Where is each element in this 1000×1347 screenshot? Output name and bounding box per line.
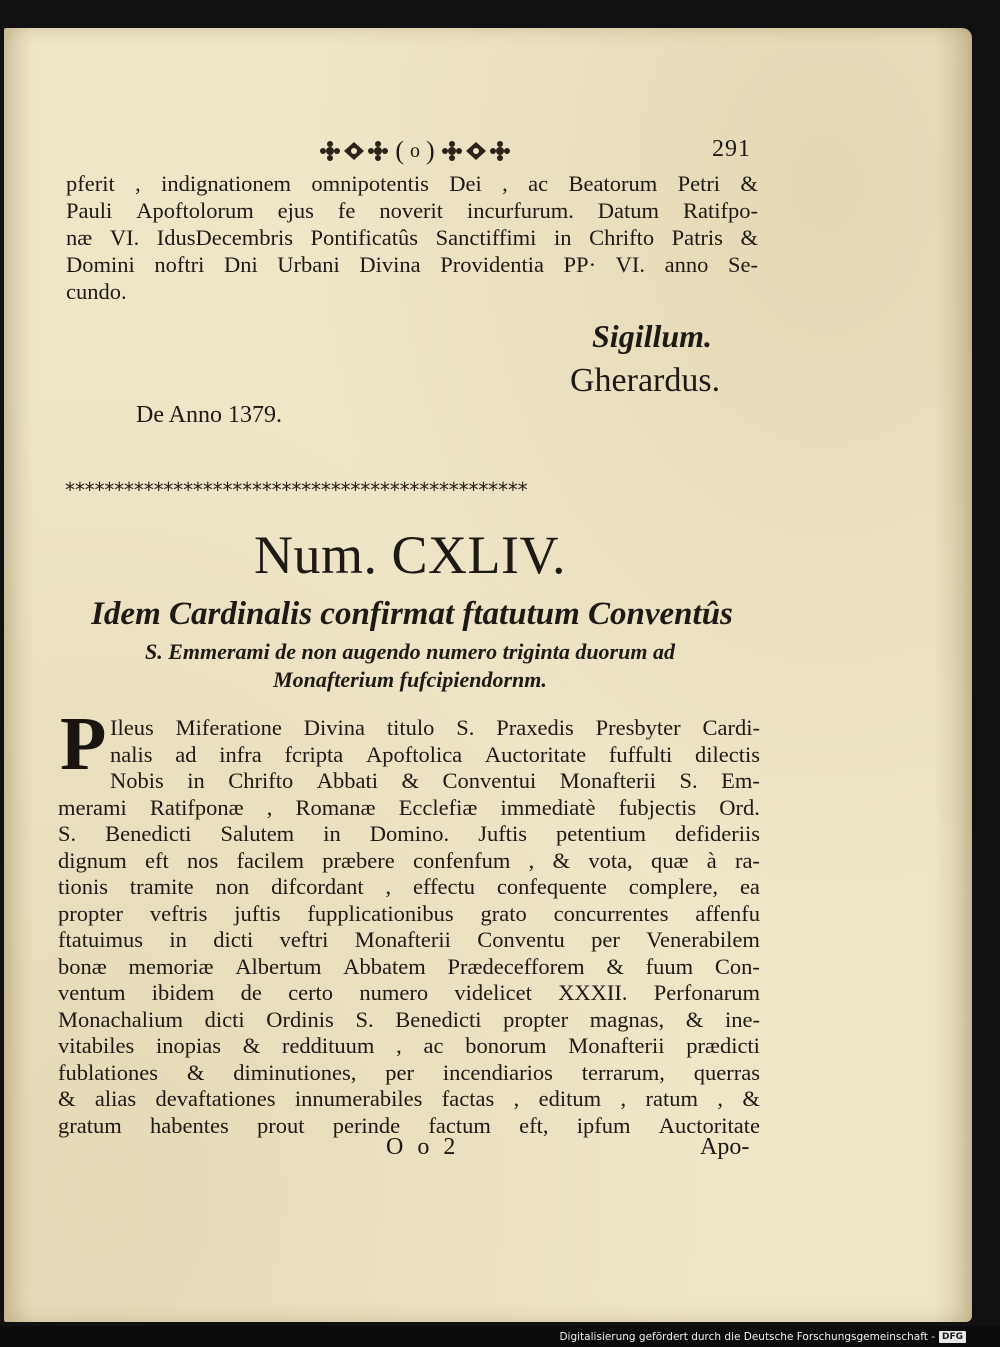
word: , xyxy=(385,874,392,899)
paren-close: ) xyxy=(426,136,435,165)
word: merami xyxy=(58,794,127,820)
word: ac xyxy=(423,1033,444,1058)
word: & xyxy=(606,953,624,979)
running-head xyxy=(300,134,530,168)
word: Pontificatûs xyxy=(310,225,419,250)
word: de xyxy=(240,980,262,1005)
word: nos xyxy=(187,847,219,873)
word: indignationem xyxy=(161,171,292,196)
word: per xyxy=(385,1059,415,1085)
word: S. xyxy=(355,1006,374,1032)
word: terrarum, xyxy=(581,1059,665,1085)
word: , xyxy=(528,847,535,873)
word: confenfum xyxy=(412,847,511,873)
word: eft, xyxy=(519,1112,549,1138)
word: grato xyxy=(480,900,527,926)
word: affenfu xyxy=(695,900,760,926)
word: fuum xyxy=(645,953,694,979)
word: , xyxy=(135,171,141,196)
word: & xyxy=(242,1033,261,1058)
word: Em- xyxy=(721,768,760,793)
word: Auctoritate xyxy=(484,741,587,767)
word: incurfurum. xyxy=(467,198,574,223)
word: alias xyxy=(94,1086,137,1111)
word: infra xyxy=(219,741,262,767)
dfg-logo: DFG xyxy=(939,1331,966,1343)
word: Chrifto xyxy=(589,225,655,250)
footer-credit xyxy=(559,1330,966,1344)
word: perinde xyxy=(332,1112,401,1138)
sigillum-label: Sigillum. xyxy=(592,318,713,354)
word: & xyxy=(740,171,758,196)
word: habentes xyxy=(149,1112,229,1138)
word: Monachalium xyxy=(58,1006,183,1032)
text-line xyxy=(66,170,758,197)
word: factum xyxy=(428,1112,491,1138)
text-line xyxy=(66,251,758,278)
word: S. xyxy=(679,768,698,793)
word: & xyxy=(742,1086,760,1111)
word: ea xyxy=(739,874,760,899)
flower-ornament-icon xyxy=(441,141,463,161)
word: Abbati xyxy=(316,768,379,793)
word: fcripta xyxy=(284,741,344,767)
text-line xyxy=(66,278,758,305)
signatory-name: Gherardus. xyxy=(570,362,721,399)
word: factas xyxy=(441,1086,495,1111)
center-mark: o xyxy=(410,140,420,162)
word: anno xyxy=(664,252,709,277)
document-number: Num. CXLIV. xyxy=(253,525,567,585)
text-line xyxy=(58,1006,760,1033)
word: propter xyxy=(503,1006,569,1032)
word: Nobis xyxy=(110,768,164,793)
word: fupplicationibus xyxy=(307,900,454,926)
word: à xyxy=(706,847,717,873)
footer-text: Digitalisierung gefördert durch die Deutsche Forschungsgemeinschaft - xyxy=(559,1331,935,1343)
text-line xyxy=(58,1059,760,1086)
word: Auctoritate xyxy=(658,1112,760,1138)
word: S. xyxy=(58,821,77,846)
word: Urbani xyxy=(277,252,340,277)
text-line xyxy=(58,820,760,847)
word: ejus xyxy=(277,198,314,223)
text-line xyxy=(58,953,760,980)
word: veftri xyxy=(279,927,329,952)
flower-ornament-icon xyxy=(367,141,389,161)
word: Providentia xyxy=(440,252,544,277)
word: ventum xyxy=(58,980,126,1005)
word: Praxedis xyxy=(496,715,574,740)
word: editum xyxy=(538,1086,602,1111)
word: Perfonarum xyxy=(653,980,760,1005)
text-line xyxy=(110,714,760,741)
word: , xyxy=(266,794,273,820)
word: fuffulti xyxy=(608,741,673,767)
word: bonæ xyxy=(58,953,107,979)
word: pferit xyxy=(66,171,115,196)
word: Miferatione xyxy=(175,715,282,740)
word: Salutem xyxy=(220,821,295,846)
word: ad xyxy=(175,741,197,767)
word: Dni xyxy=(223,252,258,277)
word: magnas, xyxy=(589,1006,665,1032)
word: complere, xyxy=(628,874,719,899)
text-line xyxy=(58,873,760,900)
word: immediatè xyxy=(500,794,596,820)
word: Petri xyxy=(677,171,721,196)
word: inopias xyxy=(155,1033,221,1058)
word: ftatuimus xyxy=(58,927,143,952)
text-line xyxy=(110,741,760,768)
word: non xyxy=(215,874,250,899)
text-line xyxy=(66,197,758,224)
word: facilem xyxy=(236,847,304,873)
flower-ornament-icon xyxy=(489,141,511,161)
word: Ileus xyxy=(110,715,154,740)
document-title: Idem Cardinalis confirmat ftatutum Conventûs xyxy=(91,596,733,632)
word: in xyxy=(187,768,205,793)
word: videlicet xyxy=(454,980,532,1005)
word: , xyxy=(513,1086,520,1111)
word: noftri xyxy=(154,252,205,277)
word: IdusDecembris xyxy=(156,225,293,250)
word: & xyxy=(685,1006,704,1032)
word: Monafterii xyxy=(354,927,451,952)
word: concurrentes xyxy=(553,900,669,926)
word: propter xyxy=(58,900,123,926)
word: eft xyxy=(145,847,169,873)
word: Domino. xyxy=(369,821,450,846)
word: Se- xyxy=(727,252,758,277)
word: Sanctiffimi xyxy=(435,225,537,250)
word: dilectis xyxy=(694,741,760,767)
word: & xyxy=(186,1059,205,1085)
word: in xyxy=(323,821,341,846)
word: Patris xyxy=(671,225,723,250)
asterisk-separator: *********************************************** xyxy=(64,478,527,502)
word: dicti xyxy=(213,927,254,952)
word: Conventu xyxy=(477,927,565,952)
signature-mark: O o 2 xyxy=(386,1134,460,1160)
word: fublationes xyxy=(58,1059,158,1085)
word: cundo. xyxy=(66,279,127,304)
word: , xyxy=(502,171,508,196)
word: innumerabiles xyxy=(294,1086,423,1111)
word: vota, xyxy=(588,847,633,873)
page-number: 291 xyxy=(712,136,751,162)
word: Ratifponæ xyxy=(149,794,244,820)
text-line xyxy=(58,979,760,1006)
word: diminutiones, xyxy=(233,1059,357,1085)
word: & xyxy=(58,1086,76,1111)
word: ipfum xyxy=(576,1112,631,1138)
word: in xyxy=(169,927,187,952)
word: & xyxy=(401,768,420,793)
word: Domini xyxy=(66,252,135,277)
text-line xyxy=(58,1085,760,1112)
word: noverit xyxy=(379,198,444,223)
word: Divina xyxy=(303,715,365,740)
word: per xyxy=(591,927,620,952)
drop-cap: P xyxy=(60,702,107,786)
word: Con- xyxy=(714,953,760,979)
word: , xyxy=(620,1086,627,1111)
word: numero xyxy=(359,980,429,1005)
word: Beatorum xyxy=(568,171,658,196)
ornament-right xyxy=(441,141,511,161)
word: Benedicti xyxy=(105,821,192,846)
word: dignum xyxy=(58,847,127,873)
word: Ratifpo- xyxy=(683,198,758,223)
word: ibidem xyxy=(151,980,215,1005)
word: Albertum xyxy=(235,953,322,979)
word: PP· xyxy=(563,252,597,277)
word: titulo xyxy=(386,715,435,740)
subtitle-line: Monafterium fufcipiendornm. xyxy=(273,667,547,692)
word: Venerabilem xyxy=(646,927,760,952)
text-line xyxy=(58,926,760,953)
word: ratum xyxy=(645,1086,698,1111)
word: difcordant xyxy=(271,874,364,899)
word: ac xyxy=(528,171,549,196)
word: Ord. xyxy=(719,794,760,820)
year-note: De Anno 1379. xyxy=(136,402,282,428)
text-line xyxy=(58,900,760,927)
word: confequente xyxy=(496,874,607,899)
word: XXXII. xyxy=(558,980,628,1005)
word: Cardi- xyxy=(702,715,760,740)
word: reddituum xyxy=(281,1033,375,1058)
word: prædicti xyxy=(686,1033,760,1058)
word: S. xyxy=(456,715,475,740)
word: næ xyxy=(66,225,93,250)
word: fe xyxy=(337,198,356,223)
word: Prædecefforem xyxy=(447,953,585,979)
word: Presbyter xyxy=(595,715,681,740)
word: defideriis xyxy=(675,821,760,846)
word: effectu xyxy=(412,874,476,899)
word: gratum xyxy=(58,1112,122,1138)
word: omnipotentis xyxy=(311,171,429,196)
text-line xyxy=(58,794,760,821)
word: querras xyxy=(693,1059,760,1085)
word: & xyxy=(552,847,571,873)
word: Ordinis xyxy=(266,1006,334,1032)
word: Romanæ xyxy=(295,794,376,820)
paren-open: ( xyxy=(395,136,404,165)
word: , xyxy=(717,1086,724,1111)
word: Benedicti xyxy=(395,1006,482,1032)
word: , xyxy=(396,1033,402,1058)
word: devaftationes xyxy=(155,1086,276,1111)
word: VI. xyxy=(615,252,646,277)
word: Dei xyxy=(449,171,482,196)
text-line xyxy=(110,767,760,794)
word: Monafterii xyxy=(568,1033,665,1058)
word: incendiarios xyxy=(442,1059,553,1085)
word: fubjectis xyxy=(618,794,697,820)
ornament-left xyxy=(319,141,389,161)
word: dicti xyxy=(204,1006,245,1032)
word: & xyxy=(740,225,758,250)
word: Datum xyxy=(597,198,660,223)
word: in xyxy=(554,225,572,250)
word: juftis xyxy=(234,900,281,926)
word: quæ xyxy=(650,847,689,873)
document-subtitle xyxy=(90,638,730,694)
word: tramite xyxy=(129,874,194,899)
word: ine- xyxy=(724,1006,760,1032)
word: VI. xyxy=(109,225,140,250)
word: petentium xyxy=(555,821,646,846)
word: Apoftolica xyxy=(365,741,463,767)
word: Ecclefiæ xyxy=(398,794,478,820)
word: memoriæ xyxy=(128,953,214,979)
text-line xyxy=(66,224,758,251)
word: Pauli xyxy=(66,198,113,223)
subtitle-line: S. Emmerami de non augendo numero triginta duorum ad xyxy=(145,639,675,664)
word: Chrifto xyxy=(228,768,294,793)
word: certo xyxy=(288,980,334,1005)
word: præbere xyxy=(322,847,395,873)
word: bonorum xyxy=(465,1033,547,1058)
word: Juftis xyxy=(478,821,527,846)
word: Monafterii xyxy=(559,768,657,793)
flower-ornament-icon xyxy=(465,141,487,161)
word: ra- xyxy=(734,847,760,873)
word: nalis xyxy=(110,741,153,767)
text-line xyxy=(58,1032,760,1059)
flower-ornament-icon xyxy=(343,141,365,161)
catchword: Apo- xyxy=(700,1134,750,1160)
flower-ornament-icon xyxy=(319,141,341,161)
word: Abbatem xyxy=(343,953,426,979)
word: Apoftolorum xyxy=(136,198,254,223)
word: prout xyxy=(256,1112,305,1138)
word: vitabiles xyxy=(58,1033,135,1058)
word: tionis xyxy=(58,874,109,899)
text-line xyxy=(58,847,760,874)
word: veftris xyxy=(149,900,208,926)
word: Conventui xyxy=(442,768,537,793)
word: Divina xyxy=(359,252,421,277)
